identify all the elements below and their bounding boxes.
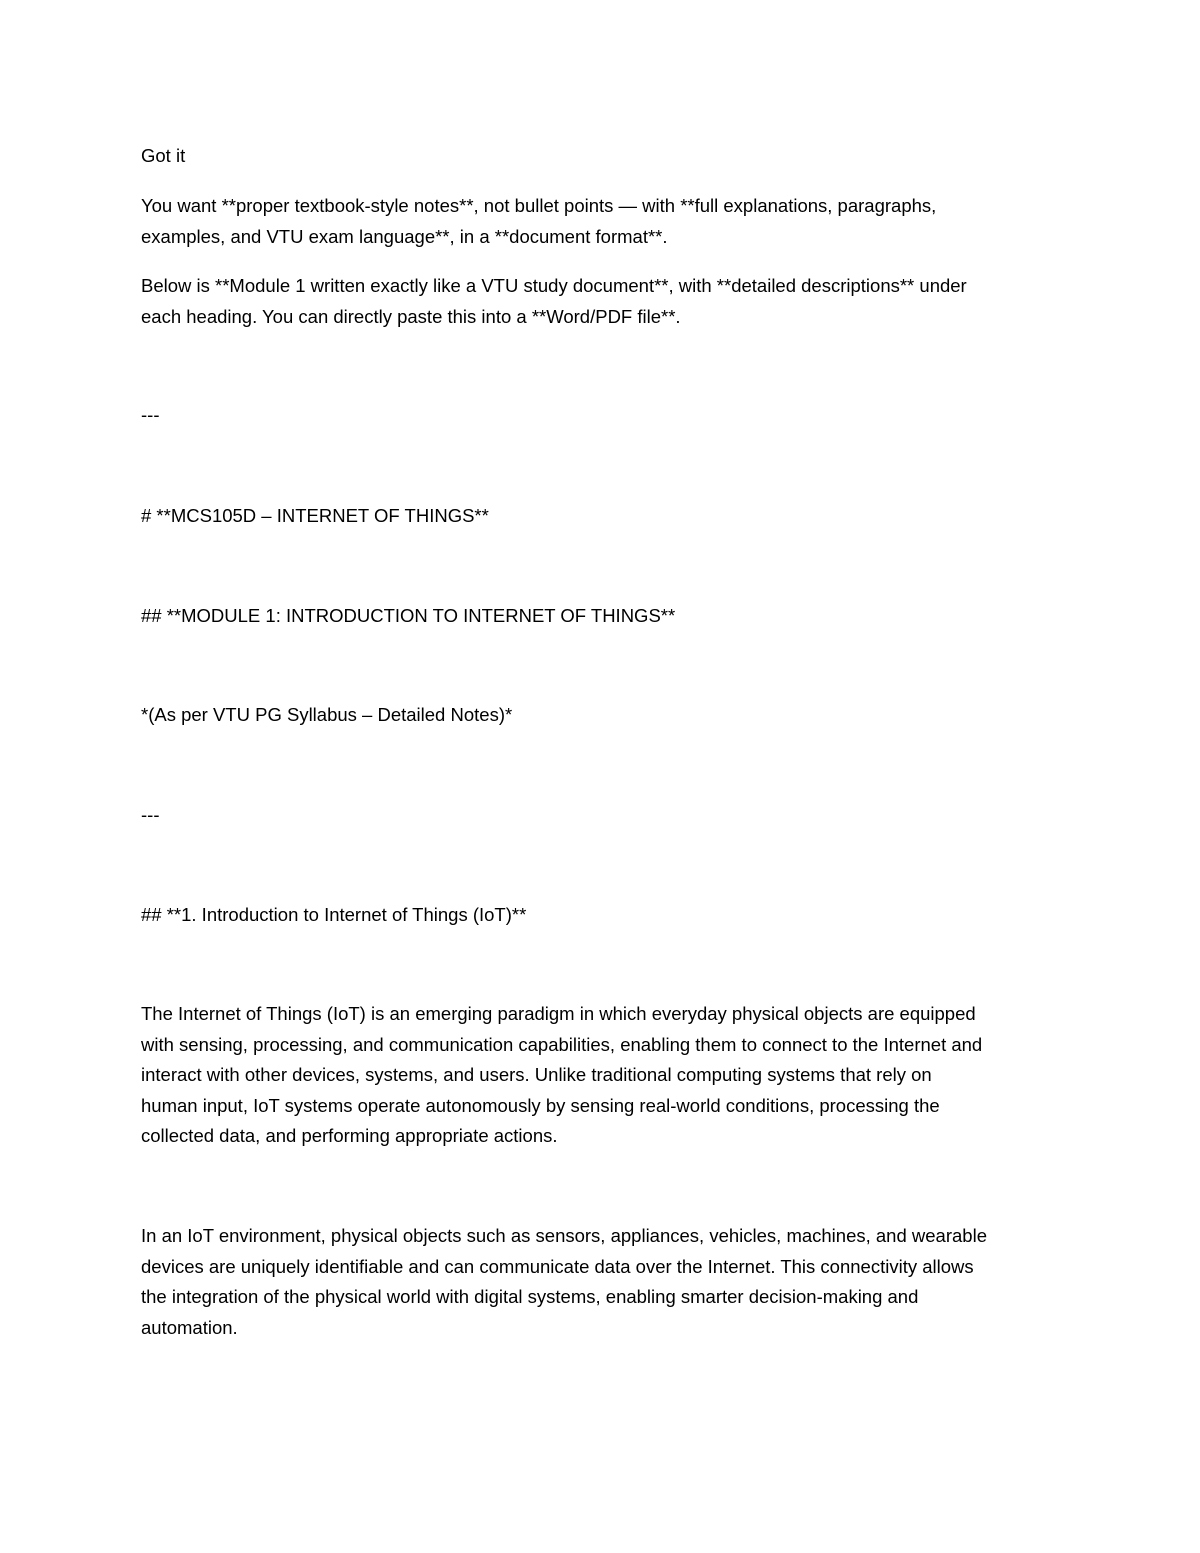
paragraph-line: with sensing, processing, and communication capabilities, enabling them to connect to the Internet and (141, 1033, 983, 1055)
request-line: You want **proper textbook-style notes**, not bullet points — with **full explanations, paragraphs, (141, 195, 937, 216)
body-paragraph-1 (141, 999, 1071, 1152)
divider-text: --- (141, 804, 160, 825)
module-heading: ## **MODULE 1: INTRODUCTION TO INTERNET OF THINGS** (141, 605, 676, 626)
paragraph-line: devices are uniquely identifiable and can communicate data over the Internet. This connectivity allows (141, 1255, 974, 1277)
request-paragraph (141, 191, 1071, 252)
below-paragraph (141, 271, 1071, 332)
paragraph-line: human input, IoT systems operate autonomously by sensing real-world conditions, processing the (141, 1094, 940, 1116)
section-heading: ## **1. Introduction to Internet of Things (IoT)** (141, 904, 527, 925)
paragraph-line: automation. (141, 1316, 238, 1338)
paragraph-line: collected data, and performing appropriate actions. (141, 1125, 558, 1146)
greeting-text: Got it (141, 145, 186, 166)
body-paragraph-2 (141, 1221, 1071, 1343)
request-line: examples, and VTU exam language**, in a **document format**. (141, 225, 668, 247)
paragraph-line: The Internet of Things (IoT) is an emerging paradigm in which everyday physical objects are equipped (141, 1003, 976, 1024)
paragraph-line: interact with other devices, systems, and users. Unlike traditional computing systems that rely on (141, 1064, 932, 1085)
paragraph-line: In an IoT environment, physical objects such as sensors, appliances, vehicles, machines, and wearable (141, 1225, 987, 1246)
course-heading: # **MCS105D – INTERNET OF THINGS** (141, 505, 489, 526)
below-line: Below is **Module 1 written exactly like a VTU study document**, with **detailed descriptions** under (141, 275, 967, 296)
paragraph-line: the integration of the physical world with digital systems, enabling smarter decision-making and (141, 1286, 919, 1307)
divider-text: --- (141, 404, 160, 425)
below-line: each heading. You can directly paste this into a **Word/PDF file**. (141, 305, 681, 327)
syllabus-note: *(As per VTU PG Syllabus – Detailed Notes)* (141, 704, 513, 725)
